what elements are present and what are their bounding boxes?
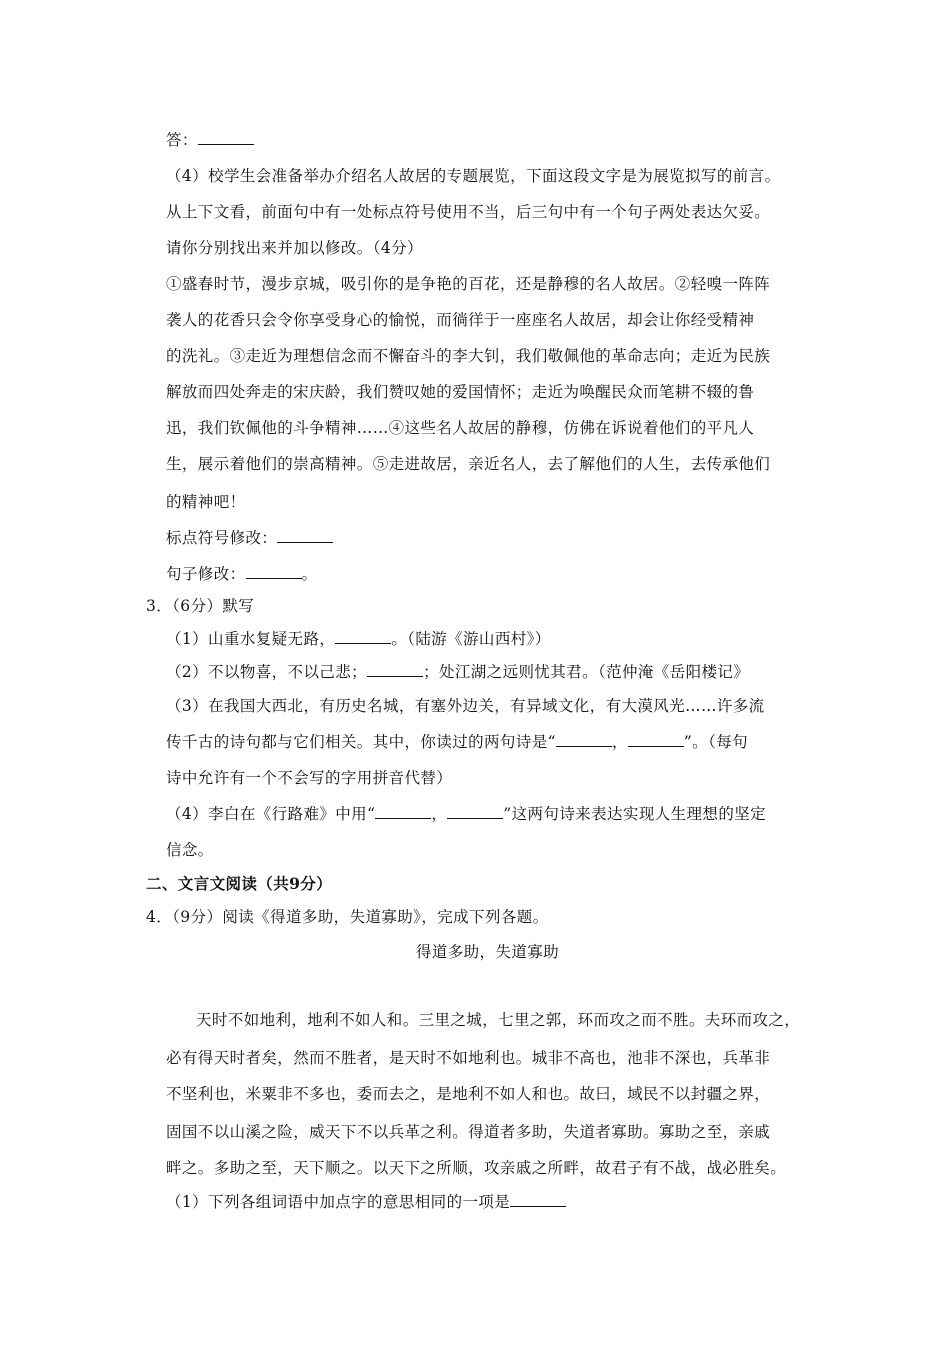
classical-line: 固国不以山溪之险，威天下不以兵革之利。得道者多助，失道者寡助。寡助之至，亲戚 <box>166 1123 771 1141</box>
passage-line: 生，展示着他们的崇高精神。⑤走进故居，亲近名人，去了解他们的人生，去传承他们 <box>166 455 771 473</box>
answer-label: 答： <box>166 131 198 149</box>
q3-sub3-blank-2[interactable] <box>628 732 684 747</box>
passage-line: 迅，我们钦佩他的斗争精神……④这些名人故居的静穆，仿佛在诉说着他们的平凡人 <box>166 419 755 437</box>
q3-sub4-comma: ， <box>431 805 448 823</box>
passage-line: 解放而四处奔走的宋庆龄，我们赞叹她的爱国情怀；走近为唤醒民众而笔耕不辍的鲁 <box>166 383 755 401</box>
q3-sub4-text: （4）李白在《行路难》中用“ <box>166 805 376 823</box>
punctuation-fix-label: 标点符号修改： <box>166 529 278 547</box>
q3-sub2-text: （2）不以物喜，不以己悲； <box>166 663 368 681</box>
punctuation-fix-line <box>166 526 333 548</box>
sentence-fix-line <box>166 562 317 584</box>
classical-line: 必有得天时者矣，然而不胜者，是天时不如地利也。城非不高也，池非不深也，兵革非 <box>166 1049 771 1067</box>
q3-sub2-source: ；处江湖之远则忧其君。（范仲淹《岳阳楼记》 <box>423 663 750 681</box>
answer-line <box>166 128 254 150</box>
sentence-fix-blank[interactable] <box>246 564 302 579</box>
passage-line: 袭人的花香只会令你享受身心的愉悦，而徜徉于一座座名人故居，却会让你经受精神 <box>166 311 755 329</box>
q3-sub1-source: 。（陆游《游山西村》） <box>391 630 551 648</box>
q3-sub1-text: （1）山重水复疑无路， <box>166 630 336 648</box>
section-title: 二、文言文阅读（共9分） <box>146 874 333 893</box>
q3-sub4-blank-1[interactable] <box>375 804 431 819</box>
q3-sub3-tail: ”。（每句 <box>683 733 749 751</box>
q3-head: 3．（6分）默写 <box>146 597 255 615</box>
q3-sub3-line3: 诗中允许有一个不会写的字用拼音代替） <box>166 769 453 787</box>
q3-sub2 <box>166 660 749 682</box>
q4-sub1 <box>166 1190 566 1212</box>
q3-sub4-tail: ”这两句诗来表达实现人生理想的坚定 <box>503 805 767 823</box>
classical-line: 不坚利也，米粟非不多也，委而去之，是地利不如人和也。故曰，域民不以封疆之界， <box>166 1085 771 1103</box>
q4-head: 4．（9分）阅读《得道多助，失道寡助》，完成下列各题。 <box>146 908 549 926</box>
passage-line: 的精神吧！ <box>166 493 246 511</box>
intro-line: 请你分别找出来并加以修改。（4分） <box>166 239 423 257</box>
answer-blank[interactable] <box>198 130 254 145</box>
classical-text-title: 得道多助，失道寡助 <box>415 943 560 961</box>
q3-sub1 <box>166 627 551 649</box>
q4-sub1-blank[interactable] <box>510 1192 566 1207</box>
q3-sub3-line1: （3）在我国大西北，有历史名城，有塞外边关，有异域文化，有大漠风光……许多流 <box>166 697 765 715</box>
punctuation-fix-blank[interactable] <box>277 528 333 543</box>
q3-sub4-blank-2[interactable] <box>447 804 503 819</box>
sentence-fix-end: 。 <box>301 565 318 583</box>
q3-sub1-blank[interactable] <box>335 629 391 644</box>
passage-line: 的洗礼。③走近为理想信念而不懈奋斗的李大钊，我们敬佩他的革命志向；走近为民族 <box>166 347 771 365</box>
classical-line: 天时不如地利，地利不如人和。三里之城，七里之郭，环而攻之而不胜。夫环而攻之， <box>196 1011 801 1029</box>
q3-sub3-comma: ， <box>611 733 628 751</box>
q3-sub3-blank-1[interactable] <box>556 732 612 747</box>
q3-sub4-line1 <box>166 802 766 824</box>
q4-sub1-text: （1）下列各组词语中加点字的意思相同的一项是 <box>166 1193 511 1211</box>
classical-line: 畔之。多助之至，天下顺之。以天下之所顺，攻亲戚之所畔，故君子有不战，战必胜矣。 <box>166 1159 787 1177</box>
q3-sub3-text: 传千古的诗句都与它们相关。其中，你读过的两句诗是“ <box>166 733 556 751</box>
q3-sub2-blank[interactable] <box>367 662 423 677</box>
q3-sub4-line2: 信念。 <box>166 841 214 859</box>
q3-sub3-line2 <box>166 730 748 752</box>
intro-line: 从上下文看，前面句中有一处标点符号使用不当，后三句中有一个句子两处表达欠妥。 <box>166 203 771 221</box>
passage-line: ①盛春时节，漫步京城，吸引你的是争艳的百花，还是静穆的名人故居。②轻嗅一阵阵 <box>166 275 771 293</box>
intro-line: （4）校学生会准备举办介绍名人故居的专题展览，下面这段文字是为展览拟写的前言。 <box>166 167 781 185</box>
sentence-fix-label: 句子修改： <box>166 565 246 583</box>
